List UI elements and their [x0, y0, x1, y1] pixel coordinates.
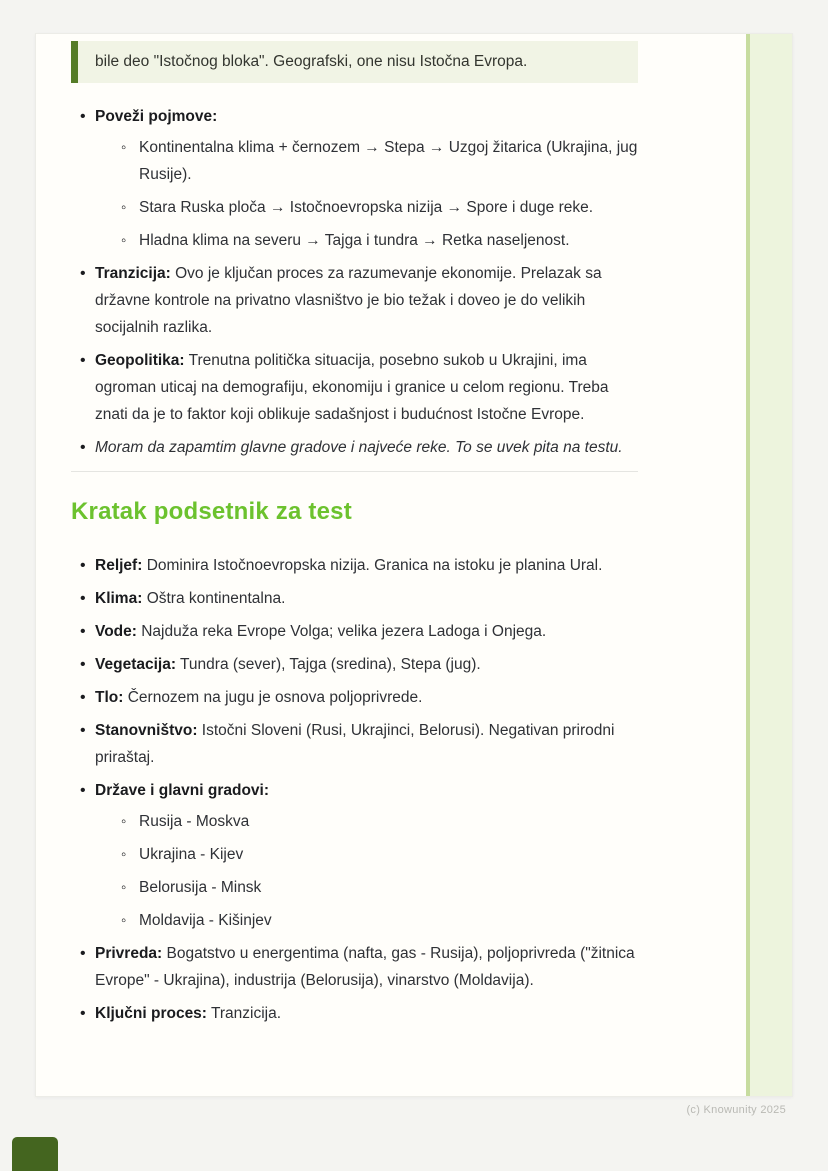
sub-list — [123, 808, 638, 934]
list-item-body — [95, 684, 638, 711]
list-item-text: Dominira Istočnoevropska nizija. Granica na istoku je planina Ural. — [146, 557, 603, 574]
list-item-lead: Stanovništvo: — [95, 722, 198, 739]
list-item-lead: Privreda: — [95, 945, 163, 962]
section-divider — [71, 471, 638, 472]
list-item — [71, 1000, 638, 1027]
page-content — [71, 41, 638, 1033]
sub-list-item-text: Moldavija - Kišinjev — [139, 912, 272, 929]
list-item-lead: Tlo: — [95, 689, 124, 706]
list-item-body — [95, 347, 638, 428]
list-item-body — [95, 260, 638, 341]
list-item-body — [95, 717, 638, 771]
list-item — [71, 260, 638, 341]
list-item-body — [95, 651, 638, 678]
list-item-lead: Vode: — [95, 623, 137, 640]
sub-list-item — [123, 808, 638, 835]
list-item-text: Trenutna politička situacija, posebno sukob u Ukrajini, ima ogroman uticaj na demografiju, ekonomiju i granice u celom regionu. Treba znati da je to faktor koji oblikuje sadašnjost i budućnost Istočne Evrope. — [95, 352, 609, 423]
list-item — [71, 618, 638, 645]
section-heading: Kratak podsetnik za test — [71, 498, 352, 525]
blockquote-bar — [71, 41, 78, 83]
sub-list-item-text: Hladna klima na severu → Tajga i tundra → Retka naseljenost. — [139, 232, 570, 249]
sub-list — [123, 134, 638, 254]
list-item-body — [95, 618, 638, 645]
sub-list-item-text: Stara Ruska ploča → Istočnoevropska nizija → Spore i duge reke. — [139, 199, 594, 216]
copyright-footer: (c) Knowunity 2025 — [686, 1104, 786, 1116]
sub-list-item — [123, 194, 638, 221]
list-item — [71, 940, 638, 994]
list-item-text: Najduža reka Evrope Volga; velika jezera Ladoga i Onjega. — [141, 623, 547, 640]
list-item-lead: Vegetacija: — [95, 656, 176, 673]
list-item-lead: Države i glavni gradovi: — [95, 782, 269, 799]
list-item-text: Tranzicija. — [211, 1005, 282, 1022]
list-item-lead: Tranzicija: — [95, 265, 171, 282]
list-item-body — [95, 940, 638, 994]
list-item-text: Ovo je ključan proces za razumevanje ekonomije. Prelazak sa državne kontrole na privatno vlasništvo je bio težak i doveo je do velikih socijalnih razlika. — [95, 265, 602, 336]
sub-list-item-text: Belorusija - Minsk — [139, 879, 262, 896]
list-item-body — [95, 434, 638, 461]
list-item — [71, 552, 638, 579]
sub-list-item — [123, 227, 638, 254]
list-item — [71, 684, 638, 711]
list-item-body — [95, 552, 638, 579]
sub-list-item-text: Ukrajina - Kijev — [139, 846, 244, 863]
sub-list-item — [123, 874, 638, 901]
list-item-body — [95, 1000, 638, 1027]
list-item-lead: Reljef: — [95, 557, 143, 574]
list-item-text: Černozem na jugu je osnova poljoprivrede. — [127, 689, 423, 706]
list-item — [71, 585, 638, 612]
list-item-lead: Geopolitika: — [95, 352, 185, 369]
list-item — [71, 717, 638, 771]
list-item — [71, 103, 638, 254]
list-item-text: Bogatstvo u energentima (nafta, gas - Rusija), poljoprivreda ("žitnica Evrope" - Ukrajina), industrija (Belorusija), vinarstvo (Moldavija). — [95, 945, 635, 989]
list-item-lead: Poveži pojmove: — [95, 108, 218, 125]
list-item-text: Moram da zapamtim glavne gradove i najveće reke. To se uvek pita na testu. — [95, 439, 623, 456]
blockquote-text: bile deo "Istočnog bloka". Geografski, one nisu Istočna Evropa. — [95, 53, 528, 70]
next-page-green-block — [12, 1137, 58, 1171]
sub-list-item — [123, 907, 638, 934]
list-item-body — [95, 585, 638, 612]
list-item — [71, 434, 638, 461]
list-item — [71, 651, 638, 678]
sub-list-item — [123, 134, 638, 188]
list-item — [71, 777, 638, 934]
list-item-lead: Ključni proces: — [95, 1005, 207, 1022]
list-item-body — [95, 103, 638, 130]
summary-list — [71, 552, 638, 1027]
document-page — [35, 33, 793, 1097]
sub-list-item-text: Rusija - Moskva — [139, 813, 250, 830]
notes-list — [71, 103, 638, 461]
list-item-text: Oštra kontinentalna. — [146, 590, 286, 607]
list-item-text: Istočni Sloveni (Rusi, Ukrajinci, Belorusi). Negativan prirodni priraštaj. — [95, 722, 615, 766]
list-item-text: Tundra (sever), Tajga (sredina), Stepa (jug). — [180, 656, 481, 673]
list-item-body — [95, 777, 638, 804]
blockquote — [71, 41, 638, 83]
list-item — [71, 347, 638, 428]
sub-list-item-text: Kontinentalna klima + černozem → Stepa → Uzgoj žitarica (Ukrajina, jug Rusije). — [139, 139, 638, 183]
list-item-lead: Klima: — [95, 590, 143, 607]
sub-list-item — [123, 841, 638, 868]
page-side-strip — [746, 34, 792, 1096]
